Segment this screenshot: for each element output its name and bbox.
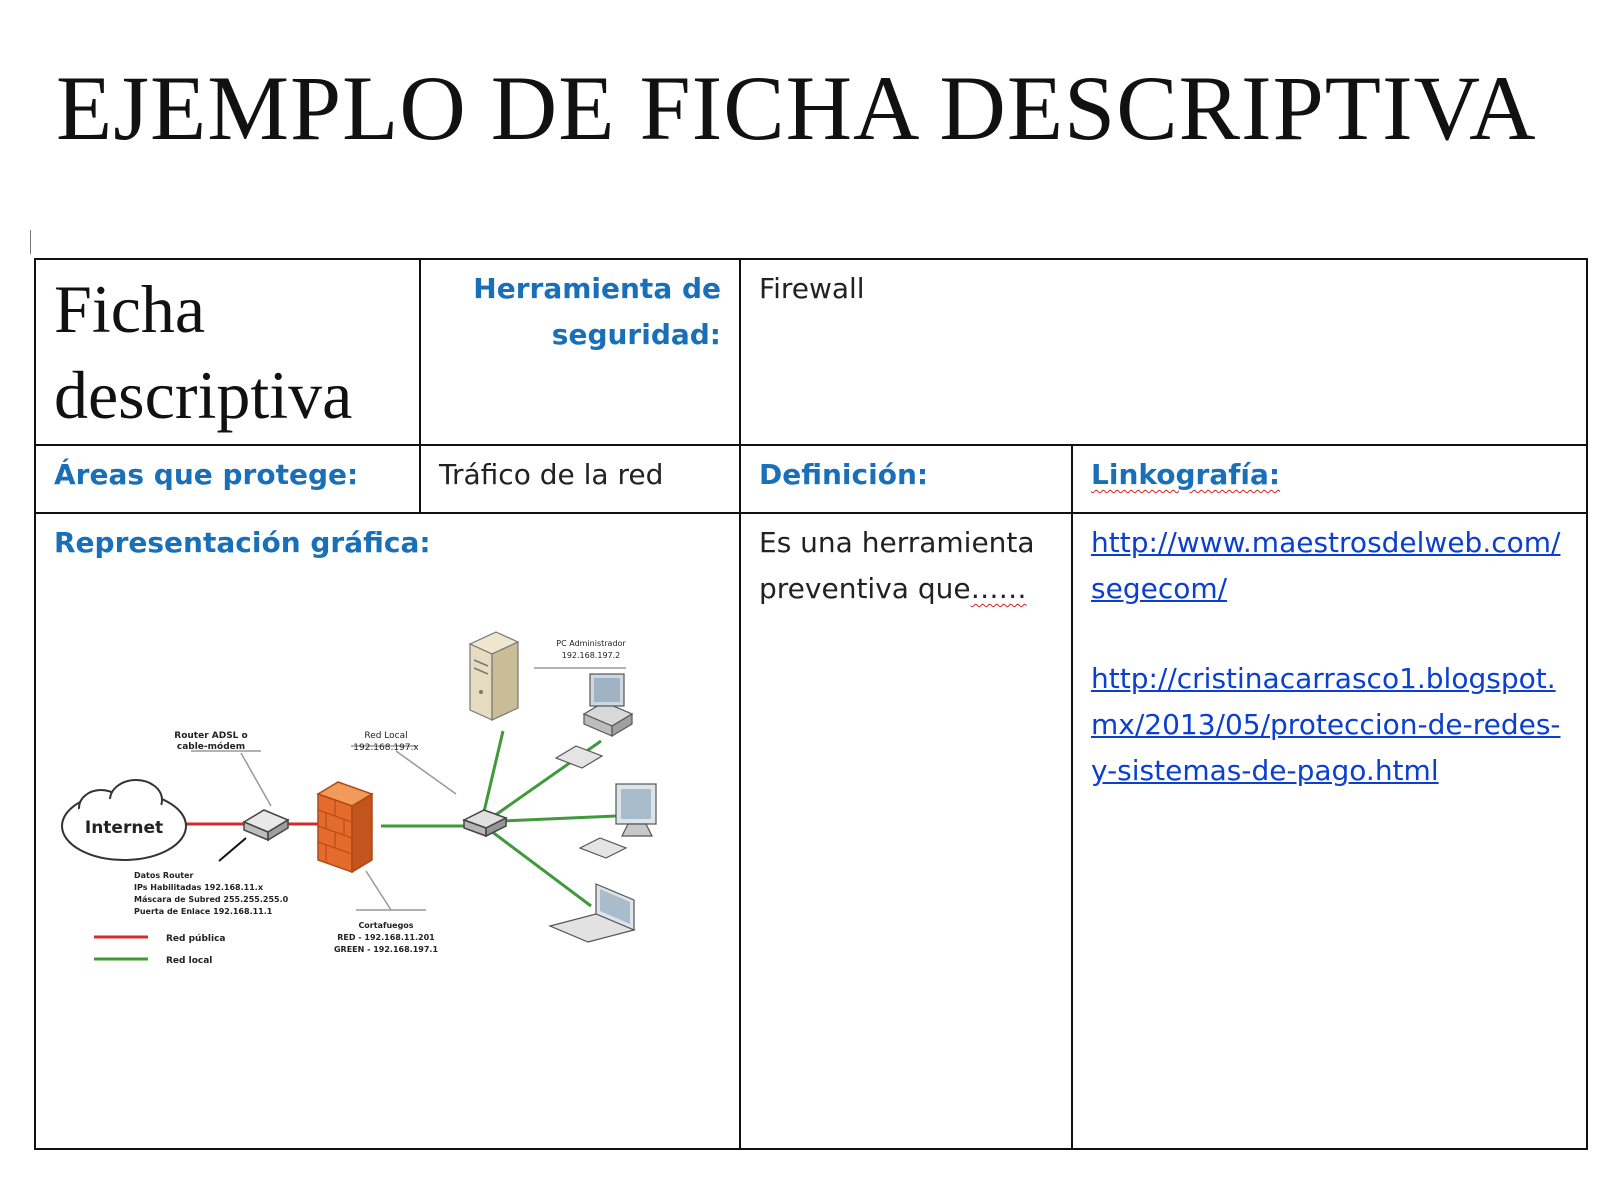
linkography-cell (1072, 513, 1587, 1149)
ficha-heading-cell (35, 259, 420, 445)
server-tower-icon (470, 632, 518, 720)
legend-local-label: Red local (166, 956, 213, 966)
local-net-label-line-2: 192.168.197.x (353, 743, 419, 753)
ficha-table (34, 258, 1588, 1150)
router-data-line-3: Máscara de Subred 255.255.255.0 (134, 895, 289, 904)
switch-desktop-line (501, 816, 616, 821)
linkography-label: Linkografía: (1091, 458, 1281, 491)
router-icon (244, 810, 288, 840)
firewall-label-line-1: Cortafuegos (358, 921, 414, 930)
areas-label: Áreas que protege: (54, 458, 359, 491)
tool-label: Herramienta de seguridad: (473, 272, 721, 351)
router-data-line-2: IPs Habilitadas 192.168.11.x (134, 883, 263, 892)
legend-public-label: Red pública (166, 934, 226, 944)
pc-admin-label-line-2: 192.168.197.2 (561, 651, 621, 660)
definition-text: Es una herramienta preventiva que (759, 526, 1035, 605)
areas-value-cell (420, 445, 740, 513)
text-cursor (30, 230, 31, 254)
link-maestrosdelweb[interactable]: http://www.maestrosdelweb.com/segecom/ (1091, 526, 1561, 605)
graphic-cell (35, 513, 740, 1149)
firewall-icon (318, 782, 372, 872)
definition-cell (740, 513, 1072, 1149)
link-cristinacarrasco-blog[interactable]: http://cristinacarrasco1.blogspot.mx/2013/05/proteccion-de-redes-y-sistemas-de-pago.html (1091, 662, 1561, 787)
switch-laptop-line (491, 831, 591, 906)
router-label-line-2: cable-módem (176, 742, 246, 752)
router-label-line-1: Router ADSL o (174, 731, 248, 741)
pc-admin-computer-icon (556, 674, 632, 768)
page-title: EJEMPLO DE FICHA DESCRIPTIVA (56, 57, 1537, 159)
graphic-label: Representación gráfica: (54, 526, 431, 559)
network-diagram (56, 616, 686, 976)
areas-label-cell (35, 445, 420, 513)
definition-label-cell (740, 445, 1072, 513)
areas-value: Tráfico de la red (439, 458, 664, 491)
laptop-icon (550, 884, 634, 942)
linkography-label-cell (1072, 445, 1587, 513)
definition-label: Definición: (759, 458, 929, 491)
router-data-line-1: Datos Router (134, 871, 194, 880)
switch-icon (464, 810, 506, 836)
tool-value-cell (740, 259, 1587, 445)
local-net-label-line-1: Red Local (364, 731, 408, 741)
firewall-label-line-2: RED - 192.168.11.201 (337, 933, 435, 942)
router-data-line-4: Puerta de Enlace 192.168.11.1 (134, 907, 273, 916)
definition-ellipsis: …… (970, 572, 1027, 605)
desktop-monitor-icon (580, 784, 656, 858)
pc-admin-label-line-1: PC Administrador (556, 639, 626, 648)
internet-label: Internet (84, 818, 164, 838)
ficha-heading: Ficha descriptiva (54, 271, 353, 433)
firewall-label-line-3: GREEN - 192.168.197.1 (333, 945, 439, 954)
tool-label-cell (420, 259, 740, 445)
tool-value: Firewall (759, 272, 865, 305)
switch-server-line (483, 731, 503, 816)
